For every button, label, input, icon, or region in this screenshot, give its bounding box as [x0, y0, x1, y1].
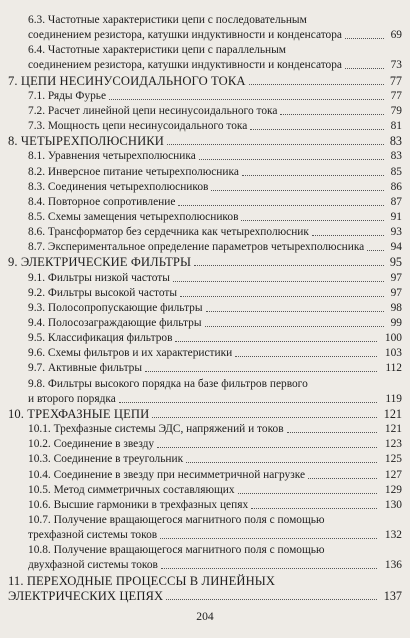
- toc-entry-page: 98: [390, 301, 402, 314]
- toc-entry-title: 10.7. Получение вращающегося магнитного поля с помощью: [28, 513, 325, 526]
- toc-section-row: [0, 42, 410, 58]
- toc-entry-page: 127: [384, 468, 402, 481]
- toc-entry-page: 81: [390, 120, 402, 133]
- toc-section-row: [0, 179, 410, 195]
- toc-entry-page: 103: [384, 347, 402, 360]
- toc-entry-title: 9.3. Полосопропускающие фильтры: [28, 301, 203, 314]
- toc-entry-title: 11. ПЕРЕХОДНЫЕ ПРОЦЕССЫ В ЛИНЕЙНЫХ: [8, 573, 276, 588]
- toc-section-row: [0, 57, 410, 73]
- toc-entry-title: 9. ЭЛЕКТРИЧЕСКИЕ ФИЛЬТРЫ: [8, 255, 192, 270]
- toc-entry-title: соединением резистора, катушки индуктивности и конденсатора: [28, 59, 342, 72]
- toc-dot-leader: [211, 190, 383, 191]
- toc-dot-leader: [175, 341, 377, 342]
- toc-entry-title: 8.6. Трансформатор без сердечника как четырехполюсник: [28, 226, 309, 239]
- toc-chapter-row: [0, 254, 410, 270]
- toc-entry-title: 9.4. Полосозаграждающие фильтры: [28, 317, 202, 329]
- toc-dot-leader: [205, 326, 384, 327]
- toc-dot-leader: [194, 265, 383, 266]
- toc-entry-title: ЭЛЕКТРИЧЕСКИХ ЦЕПЯХ: [8, 588, 164, 603]
- toc-section-row: [0, 542, 410, 558]
- toc-dot-leader: [367, 250, 383, 251]
- toc-entry-page: 130: [384, 498, 402, 511]
- toc-entry-title: 10.6. Высшие гармоники в трехфазных цепях: [28, 498, 249, 511]
- toc-entry-title: 10.5. Метод симметричных составляющих: [28, 483, 235, 496]
- toc-entry-title: 7. ЦЕПИ НЕСИНУСОИДАЛЬНОГО ТОКА: [8, 73, 246, 88]
- toc-section-row: [0, 164, 410, 180]
- toc-chapter-row: [0, 133, 410, 149]
- toc-chapter-row: [0, 73, 410, 89]
- toc-entry-title: 8.5. Схемы замещения четырехполюсников: [28, 210, 239, 223]
- toc-section-row: [0, 330, 410, 346]
- toc-section-row: [0, 148, 410, 164]
- toc-entry-page: 94: [390, 241, 402, 254]
- toc-dot-leader: [109, 99, 384, 100]
- toc-dot-leader: [238, 493, 378, 494]
- toc-entry-page: 87: [390, 195, 402, 208]
- toc-dot-leader: [345, 68, 384, 69]
- toc-entry-page: 100: [384, 332, 402, 345]
- toc-section-row: [0, 345, 410, 361]
- toc-entry-page: 91: [390, 210, 402, 223]
- toc-entry-title: 9.7. Активные фильтры: [28, 362, 143, 375]
- toc-entry-page: 119: [385, 392, 402, 405]
- toc-section-row: [0, 300, 410, 316]
- toc-entry-page: 97: [390, 286, 402, 299]
- toc-section-row: [0, 209, 410, 225]
- toc-dot-leader: [308, 478, 377, 479]
- toc-section-row: [0, 421, 410, 437]
- toc-section-row: [0, 118, 410, 134]
- toc-dot-leader: [145, 371, 377, 372]
- toc-entry-title: 8.2. Инверсное питание четырехполюсника: [28, 165, 239, 178]
- toc-section-row: [0, 224, 410, 240]
- toc-entry-title: 7.3. Мощность цепи несинусоидального тока: [28, 120, 248, 133]
- toc-entry-page: 97: [390, 271, 402, 284]
- toc-dot-leader: [235, 356, 377, 357]
- toc-entry-page: 93: [390, 226, 402, 239]
- toc-entry-title: 10.4. Соединение в звезду при несимметричной нагрузке: [28, 468, 306, 481]
- toc-section-row: [0, 239, 410, 255]
- toc-section-row: [0, 270, 410, 286]
- toc-entry-page: 73: [390, 59, 402, 72]
- toc-dot-leader: [119, 402, 378, 403]
- toc-section-row: [0, 103, 410, 119]
- toc-entry-title: 6.3. Частотные характеристики цепи с последовательным: [28, 14, 307, 26]
- toc-dot-leader: [345, 38, 384, 39]
- toc-entry-page: 95: [389, 255, 402, 270]
- toc-entry-page: 136: [384, 559, 402, 572]
- toc-section-row: [0, 27, 410, 43]
- toc-dot-leader: [287, 432, 378, 433]
- toc-section-row: [0, 436, 410, 452]
- toc-entry-page: 86: [390, 180, 402, 193]
- toc-section-row: [0, 527, 410, 543]
- toc-entry-title: 8.7. Экспериментальное определение параметров четырехполюсника: [28, 241, 365, 254]
- toc-section-row: [0, 376, 410, 392]
- toc-entry-page: 129: [384, 483, 402, 496]
- toc-entry-title: двухфазной системы токов: [28, 559, 158, 572]
- toc-dot-leader: [249, 84, 384, 85]
- toc-entry-page: 77: [389, 73, 402, 88]
- toc-section-row: [0, 285, 410, 301]
- toc-dot-leader: [250, 129, 383, 130]
- toc-section-row: [0, 360, 410, 376]
- toc-entry-page: 83: [389, 134, 402, 149]
- toc-dot-leader: [167, 144, 384, 145]
- toc-entry-title: и второго порядка: [28, 392, 116, 405]
- toc-entry-title: 8.4. Повторное сопротивление: [28, 195, 176, 208]
- toc-section-row: [0, 497, 410, 513]
- toc-section-row: [0, 194, 410, 210]
- toc-dot-leader: [180, 296, 384, 297]
- toc-entry-page: 137: [383, 588, 402, 603]
- toc-entry-page: 112: [385, 362, 402, 375]
- toc-dot-leader: [241, 220, 383, 221]
- toc-section-row: [0, 512, 410, 528]
- toc-entry-title: 6.4. Частотные характеристики цепи с параллельным: [28, 44, 286, 57]
- toc-dot-leader: [206, 311, 384, 312]
- toc-entry-page: 123: [384, 438, 402, 451]
- toc-chapter-row: [0, 406, 410, 422]
- toc-section-row: [0, 451, 410, 467]
- toc-dot-leader: [166, 599, 377, 600]
- toc-entry-page: 121: [384, 423, 402, 436]
- toc-entry-title: 7.2. Расчет линейной цепи несинусоидального тока: [28, 104, 278, 117]
- toc-entry-title: соединением резистора, катушки индуктивности и конденсатора: [28, 29, 342, 42]
- toc-dot-leader: [173, 281, 384, 282]
- toc-section-row: [0, 391, 410, 407]
- toc-entry-title: 10. ТРЕХФАЗНЫЕ ЦЕПИ: [8, 406, 150, 421]
- toc-entry-title: 9.2. Фильтры высокой частоты: [28, 286, 178, 299]
- toc-entry-title: трехфазной системы токов: [28, 529, 158, 542]
- toc-entry-title: 9.8. Фильтры высокого порядка на базе фильтров первого: [28, 377, 308, 390]
- toc-entry-title: 7.1. Ряды Фурье: [28, 89, 107, 102]
- toc-entry-title: 10.2. Соединение в звезду: [28, 438, 155, 451]
- toc-dot-leader: [178, 205, 383, 206]
- toc-entry-title: 9.6. Схемы фильтров и их характеристики: [28, 347, 233, 360]
- toc-entry-title: 9.5. Классификация фильтров: [28, 332, 173, 345]
- toc-entry-page: 69: [390, 29, 402, 42]
- toc-entry-page: 125: [384, 453, 402, 466]
- toc-dot-leader: [161, 568, 377, 569]
- toc-entry-page: 77: [390, 89, 402, 102]
- toc-dot-leader: [312, 235, 384, 236]
- toc-section-row: [0, 315, 410, 331]
- toc-dot-leader: [152, 417, 377, 418]
- toc-section-row: [0, 88, 410, 104]
- toc-entry-title: 8. ЧЕТЫРЕХПОЛЮСНИКИ: [8, 134, 164, 149]
- toc-dot-leader: [251, 508, 377, 509]
- toc-entry-page: 99: [390, 317, 402, 329]
- toc-entry-title: 10.1. Трехфазные системы ЭДС, напряжений и токов: [28, 423, 284, 436]
- toc-entry-title: 8.1. Уравнения четырехполюсника: [28, 150, 196, 163]
- toc-section-row: [0, 482, 410, 498]
- toc-section-row: [0, 467, 410, 483]
- toc-chapter-row: [0, 573, 410, 589]
- toc-entry-page: 85: [390, 165, 402, 178]
- toc-entry-title: 9.1. Фильтры низкой частоты: [28, 271, 170, 284]
- toc-dot-leader: [199, 159, 384, 160]
- page-number: 204: [196, 610, 214, 623]
- toc-section-row: [0, 557, 410, 573]
- toc-entry-page: 83: [390, 150, 402, 163]
- toc-chapter-row: [0, 588, 410, 604]
- toc-dot-leader: [242, 175, 384, 176]
- toc-entry-page: 79: [390, 104, 402, 117]
- toc-dot-leader: [186, 462, 377, 463]
- toc-dot-leader: [160, 538, 377, 539]
- toc-dot-leader: [157, 447, 377, 448]
- toc-dot-leader: [280, 114, 383, 115]
- toc-entry-title: 10.8. Получение вращающегося магнитного поля с помощью: [28, 544, 325, 557]
- toc-entry-page: 121: [383, 406, 402, 421]
- toc-section-row: [0, 12, 410, 28]
- toc-entry-title: 10.3. Соединение в треугольник: [28, 453, 184, 466]
- toc-entry-page: 132: [384, 529, 402, 542]
- toc-entry-title: 8.3. Соединения четырехполюсников: [28, 180, 209, 193]
